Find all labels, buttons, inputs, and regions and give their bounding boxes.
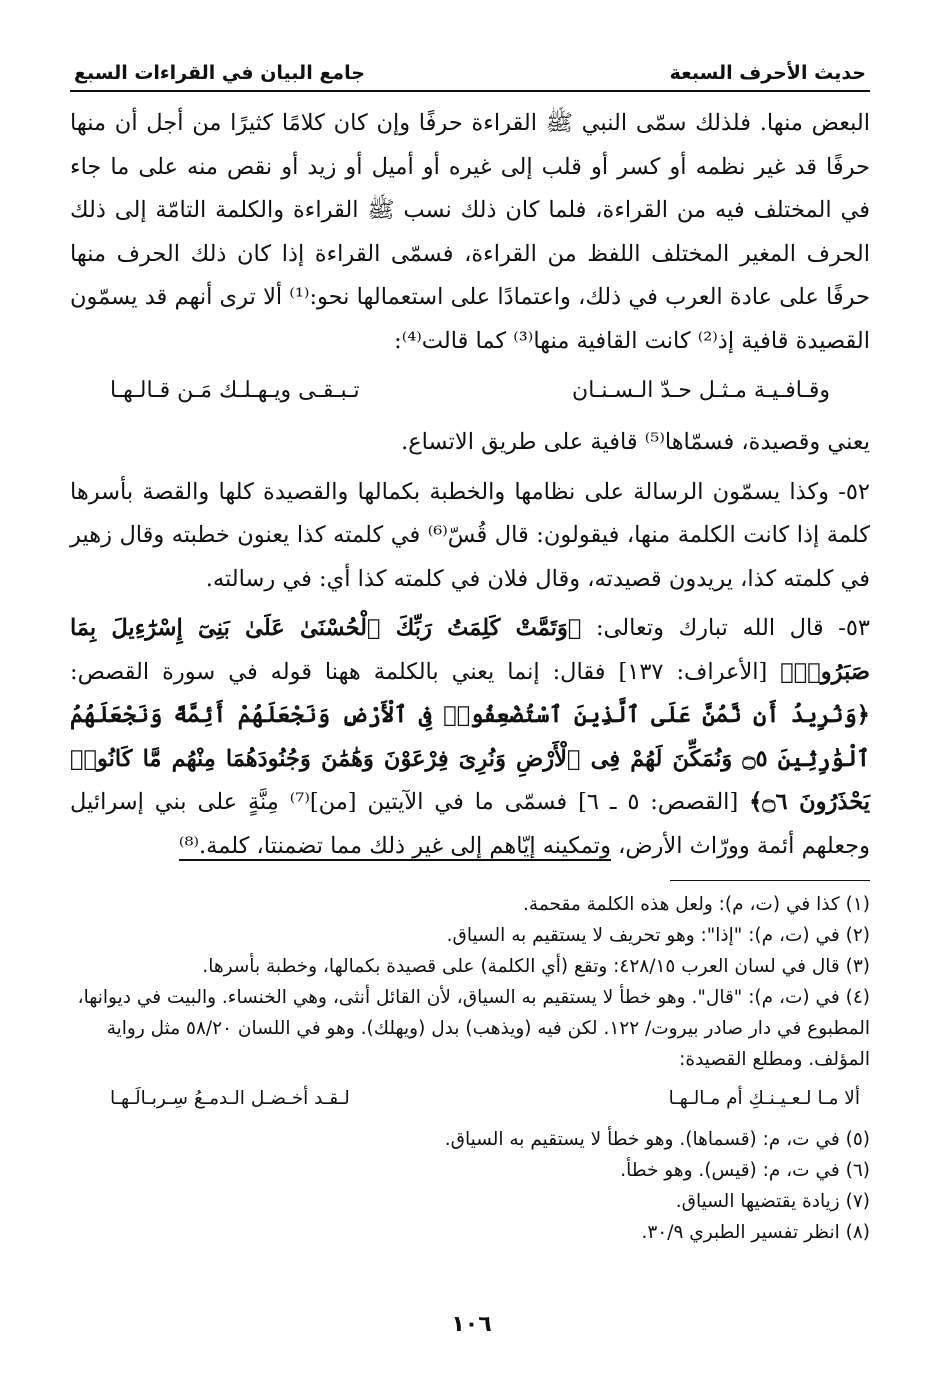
footnote-5: (٥) في ت، م: (قسماها). وهو خطأ لا يستقيم به السياق. xyxy=(444,1129,870,1150)
paragraph-53-underlined: وتمكينه إيّاهم إلى غير ذلك مما تضمنتا، كلمة.⁽⁸⁾ xyxy=(178,832,611,859)
footnote-4: (٤) في (ت، م): "قال". وهو خطأ لا يستقيم به السياق، لأن القائل أنثى، وهي الخنساء. والبيت في ديوانها، المطبوع في دار صادر بيروت/ ١٢٢. لكن فيه (ويذهب) بدل (ويهلك). وهو في اللسان ٥٨/٢٠ مثل رواية المؤلف. ومطلع القصيدة: xyxy=(77,987,870,1070)
footnote-6: (٦) في ت، م: (قيس). وهو خطأ. xyxy=(620,1160,870,1181)
footnotes xyxy=(70,889,870,1248)
header-book-title: جامع البيان في القراءات السبع xyxy=(74,62,365,84)
footnote-verse-first-hemistich: ألا مـا لـعـيـنـكِ أم مـالـهـا xyxy=(668,1088,860,1109)
footnote-4-verse xyxy=(70,1083,870,1114)
paragraph-53-middle: [الأعراف: ١٣٧] فقال: إنما يعني بالكلمة ههنا قوله في سورة القصص: xyxy=(70,658,781,685)
verse-second-hemistich: تـبـقـى ويـهـلـك مَـن قـالـهـا xyxy=(110,378,360,403)
header-chapter-title: حديث الأحرف السبعة xyxy=(669,62,866,84)
book-page xyxy=(70,62,870,1248)
running-header xyxy=(70,62,870,92)
verse-first-hemistich: وقـافـيـة مـثـل حـدّ الـسـنـان xyxy=(572,378,830,403)
footnote-3: (٣) قال في لسان العرب ٤٢٨/١٥: وتقع (أي الكلمة) على قصيدة بكمالها، وخطبة بأسرها. xyxy=(202,956,870,977)
main-text xyxy=(70,102,870,868)
footnote-7: (٧) زيادة يقتضيها السياق. xyxy=(675,1191,870,1212)
footnote-separator xyxy=(670,880,870,881)
footnote-1: (١) كذا في (ت، م): ولعل هذه الكلمة مقحمة. xyxy=(523,894,870,915)
footnote-2: (٢) في (ت، م): "إذا": وهو تحريف لا يستقيم به السياق. xyxy=(446,925,870,946)
paragraph-2: يعني وقصيدة، فسمّاها⁽⁵⁾ قافية على طريق الاتساع. xyxy=(401,429,870,455)
paragraph-53-intro: ٥٣- قال الله تبارك وتعالى: xyxy=(581,615,870,641)
footnote-8: (٨) انظر تفسير الطبري ٣٠/٩. xyxy=(641,1222,870,1243)
page-number: ١٠٦ xyxy=(451,1312,492,1337)
poetry-verse xyxy=(70,369,870,413)
footnote-verse-second-hemistich: لـقـد أخـضـل الـدمـعُ سِـربـالَـهـا xyxy=(110,1088,350,1109)
paragraph-53 xyxy=(70,607,870,868)
quran-verse-qasas: ﴿وَنُرِيدُ أَن نَّمُنَّ عَلَى ٱلَّذِينَ ٱسْتُضْعِفُوا۟ فِى ٱلْأَرْضِ وَنَجْعَلَهُمْ أَئِمَّةً وَنَجْعَلَهُمُ ٱلْوَٰرِثِينَ ۝٥ وَنُمَكِّنَ لَهُمْ فِى ٱلْأَرْضِ وَنُرِىَ فِرْعَوْنَ وَهَٰمَٰنَ وَجُنُودَهُمَا مِنْهُم مَّا كَانُوا۟ يَحْذَرُونَ ۝٦﴾ xyxy=(70,702,870,815)
paragraph-52: ٥٢- وكذا يسمّون الرسالة على نظامها والخطبة بكمالها والقصيدة كلها والقصة بأسرها كلمة إذا كانت الكلمة منها، فيقولون: قال قُسّ⁽⁶⁾ في كلمته كذا يعنون خطبته وقال زهير في كلمته كذا، يريدون قصيدته، وقال فلان في كلمته كذا أي: في رسالته. xyxy=(70,478,870,592)
paragraph-53-after: [القصص: ٥ ـ ٦] فسمّى ما في الآيتين [من]⁽⁷⁾ مِنَّةٍ على بني إسرائيل وجعلهم أئمة وورّاث الأرض، xyxy=(70,789,870,859)
paragraph-1: البعض منها. فلذلك سمّى النبي ﷺ القراءة حرفًا وإن كان كلامًا كثيرًا من أجل أن منها حرفًا قد غير نظمه أو كسر أو قلب إلى غيره أو أميل أو زيد أو نقص منه على ما جاء في المختلف فيه من القراءة، فلما كان ذلك نسب ﷺ القراءة والكلمة التامّة إلى ذلك الحرف المغير المختلف اللفظ من القراءة، فسمّى القراءة إذا كان ذلك الحرف منها حرفًا على عادة العرب في ذلك، واعتمادًا على استعمالها نحو:⁽¹⁾ ألا ترى أنهم قد يسمّون القصيدة قافية إذ⁽²⁾ كانت القافية منها⁽³⁾ كما قالت⁽⁴⁾: xyxy=(70,110,870,354)
quran-verse-araf: ﴿وَتَمَّتْ كَلِمَتُ رَبِّكَ ٱلْحُسْنَىٰ عَلَىٰ بَنِىٓ إِسْرَٰٓءِيلَ بِمَا صَبَرُوا۟﴾ xyxy=(70,615,870,685)
